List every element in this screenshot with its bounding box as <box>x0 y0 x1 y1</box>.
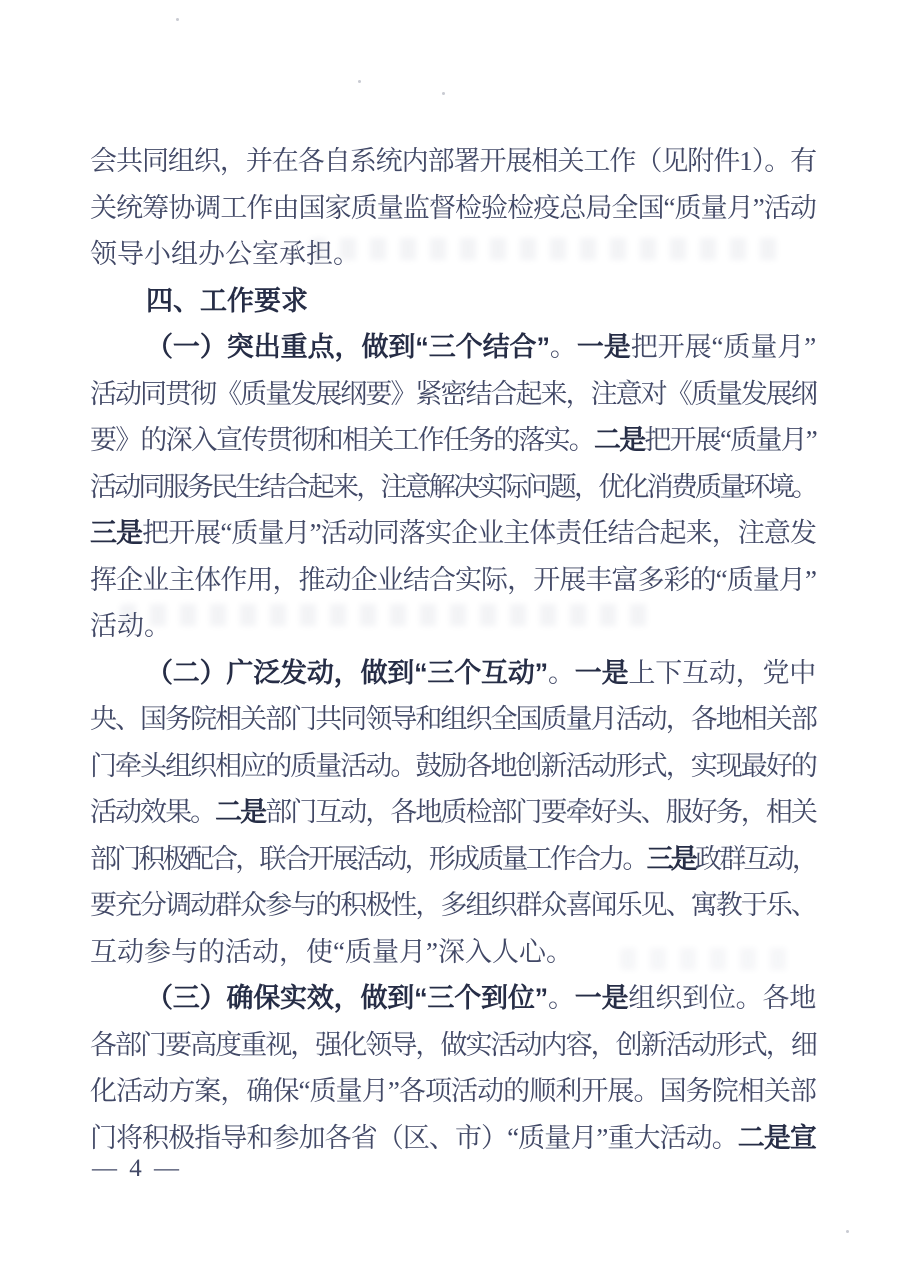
text-line: 领导小组办公室承担。 <box>90 239 360 269</box>
text-line: 互动参与的活动，使“质量月”深入人心。 <box>90 936 573 967</box>
text-line: 各部门要高度重视，强化领导，做实活动内容，创新活动形式，细 <box>90 1029 816 1060</box>
subsection-lead-line: （三）确保实效，做到“三个到位”。一是组织到位。各地 <box>146 983 817 1013</box>
text-line: 部门积极配合，联合开展活动，形成质量工作合力。三是政群互动， <box>90 843 817 874</box>
subsection-lead-line: （一）突出重点，做到“三个结合”。一是把开展“质量月” <box>146 332 817 362</box>
text-line: 关统筹协调工作由国家质量监督检验检疫总局全国“质量月”活动 <box>90 192 816 223</box>
scan-speck <box>846 1230 849 1233</box>
section-heading: 四、工作要求 <box>146 285 308 316</box>
text-line: 门将积极指导和参加各省（区、市）“质量月”重大活动。二是宣 <box>90 1122 817 1153</box>
document-body <box>90 138 816 1161</box>
text-line: 挥企业主体作用，推动企业结合实际，开展丰富多彩的“质量月” <box>90 564 816 595</box>
text-line: 活动同服务民生结合起来，注意解决实际问题，优化消费质量环境。 <box>90 471 816 502</box>
subsection-lead-line: （二）广泛发动，做到“三个互动”。一是上下互动，党中 <box>146 657 817 688</box>
page-number: — 4 — <box>92 1155 182 1182</box>
text-line: 要》的深入宣传贯彻和相关工作任务的落实。二是把开展“质量月” <box>90 425 816 455</box>
text-line: 活动。 <box>90 611 171 641</box>
scan-speck <box>358 80 361 83</box>
text-line: 央、国务院相关部门共同领导和组织全国质量月活动，各地相关部 <box>90 704 816 734</box>
text-line: 三是把开展“质量月”活动同落实企业主体责任结合起来，注意发 <box>90 518 816 548</box>
text-line: 化活动方案，确保“质量月”各项活动的顺利开展。国务院相关部 <box>90 1076 816 1106</box>
text-line: 会共同组织，并在各自系统内部署开展相关工作（见附件1）。有 <box>90 146 817 176</box>
scan-speck <box>442 92 445 95</box>
text-line: 活动效果。二是部门互动，各地质检部门要牵好头、服好务，相关 <box>90 797 816 827</box>
text-line: 活动同贯彻《质量发展纲要》紧密结合起来，注意对《质量发展纲 <box>90 378 816 409</box>
text-line: 门牵头组织相应的质量活动。鼓励各地创新活动形式，实现最好的 <box>90 750 816 781</box>
text-line: 要充分调动群众参与的积极性，多组织群众喜闻乐见、寓教于乐、 <box>90 890 816 920</box>
scan-speck <box>176 18 179 21</box>
